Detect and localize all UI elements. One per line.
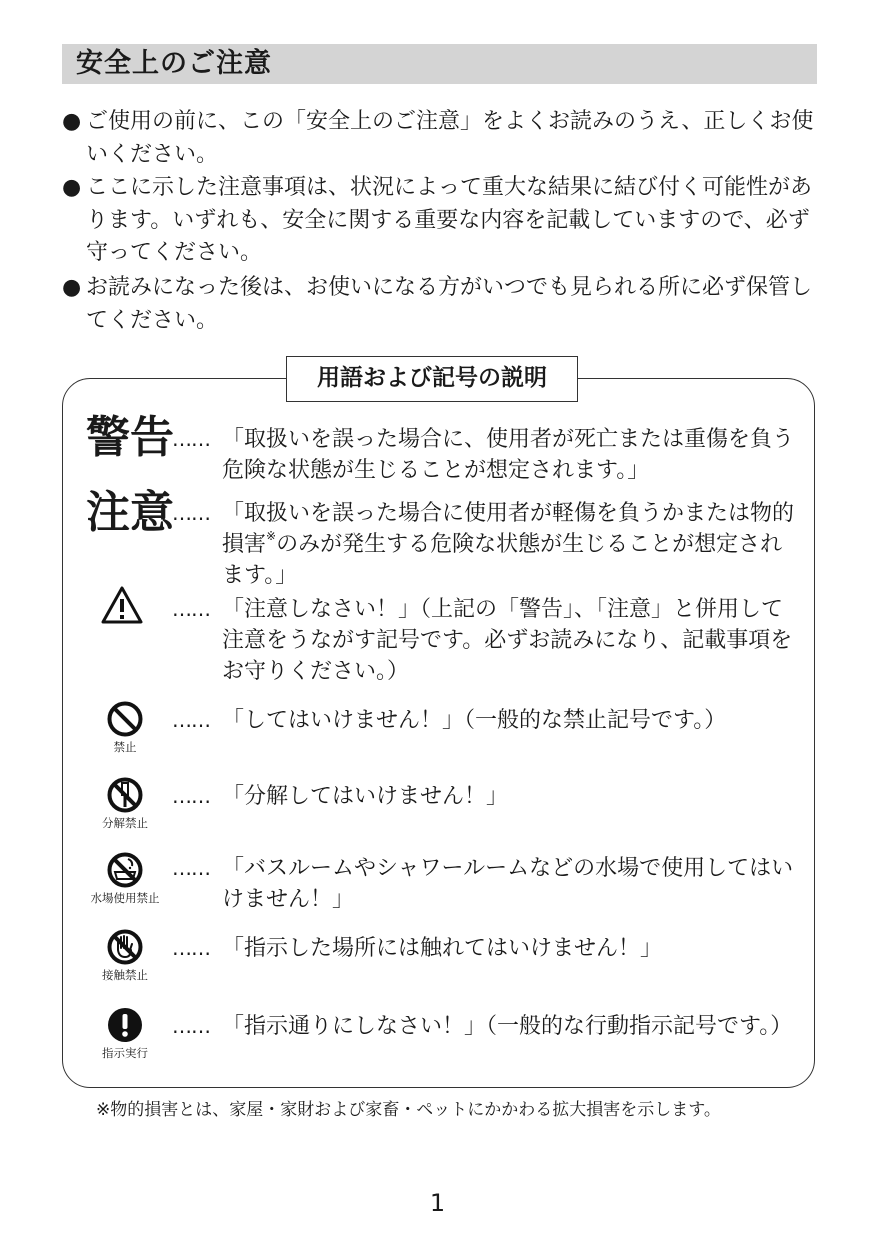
intro-bullet: [62, 272, 822, 337]
no-touch-symbol: [85, 928, 165, 982]
no-wet-area-icon: [106, 851, 144, 889]
leader-dots: ……: [172, 597, 210, 621]
prohibition-icon: [106, 700, 144, 738]
bullet-dot: ●: [62, 175, 82, 200]
caution-label: 注意: [86, 487, 174, 538]
mandatory-action-caption: 指示実行: [102, 1046, 148, 1060]
no-disassembly-caption: 分解禁止: [102, 816, 148, 830]
bullet-dot: ●: [62, 109, 82, 134]
mandatory-action-symbol: [85, 1006, 165, 1060]
caution-text-part1: 「取扱いを誤った場合に使用者が軽傷を負うかまたは物的損害: [222, 501, 795, 557]
leader-dots: ……: [172, 708, 210, 732]
footnote-mark: ※: [266, 529, 277, 543]
no-touch-caption: 接触禁止: [102, 968, 148, 982]
no-disassembly-symbol: [85, 776, 165, 830]
no-touch-description: 「指示した場所には触れてはいけません！」: [222, 936, 663, 961]
caution-description: [222, 498, 802, 591]
no-wet-area-symbol: [85, 851, 165, 905]
warning-triangle-icon: [82, 585, 162, 625]
bullet-text: ここに示した注意事項は、状況によって重大な結果に結び付く可能性があります。いずれも、安全に関する重要な内容を記載していますので、必ず守ってください。: [86, 175, 813, 265]
no-wet-area-caption: 水場使用禁止: [90, 891, 160, 905]
bullet-text: ご使用の前に、この「安全上のご注意」をよくお読みのうえ、正しくお使いください。: [86, 109, 814, 167]
bullet-dot: ●: [62, 275, 82, 300]
attention-description: 「注意しなさい！」（上記の「警告」、「注意」と併用して注意をうながす記号です。必ずお読みになり、記載事項をお守りください。）: [222, 597, 793, 684]
page-number: 1: [429, 1189, 446, 1217]
leader-dots: ……: [172, 856, 210, 880]
leader-dots: ……: [172, 784, 210, 808]
leader-dots: ……: [172, 936, 210, 960]
prohibited-description: 「してはいけません！」（一般的な禁止記号です。）: [222, 708, 727, 733]
no-disassembly-icon: [106, 776, 144, 814]
footnote: ※物的損害とは、家屋・家財および家畜・ペットにかかわる拡大損害を示します。: [96, 1100, 721, 1120]
no-touch-icon: [106, 928, 144, 966]
prohibition-symbol: [85, 700, 165, 754]
section-title: 安全上のご注意: [76, 48, 272, 79]
bullet-text: お読みになった後は、お使いになる方がいつでも見られる所に必ず保管してください。: [86, 275, 813, 333]
terms-heading: 用語および記号の説明: [286, 356, 578, 402]
mandatory-description: 「指示通りにしなさい！」（一般的な行動指示記号です。）: [222, 1014, 793, 1039]
prohibition-caption: 禁止: [113, 740, 137, 754]
caution-text-part2: のみが発生する危険な状態が生じることが想定されます。」: [222, 532, 783, 588]
leader-dots: ……: [172, 1014, 210, 1038]
intro-bullet: [62, 106, 822, 171]
warning-label: 警告: [86, 412, 174, 463]
leader-dots: ……: [172, 501, 210, 525]
no-disassembly-description: 「分解してはいけません！」: [222, 784, 509, 809]
leader-dots: ……: [172, 427, 210, 451]
intro-bullet: [62, 172, 822, 270]
no-wet-area-description: 「バスルームやシャワールームなどの水場で使用してはいけません！」: [222, 856, 794, 912]
section-title-bar: [62, 44, 817, 84]
mandatory-action-icon: [106, 1006, 144, 1044]
warning-description: 「取扱いを誤った場合に、使用者が死亡または重傷を負う危険な状態が生じることが想定されます。」: [222, 427, 795, 483]
